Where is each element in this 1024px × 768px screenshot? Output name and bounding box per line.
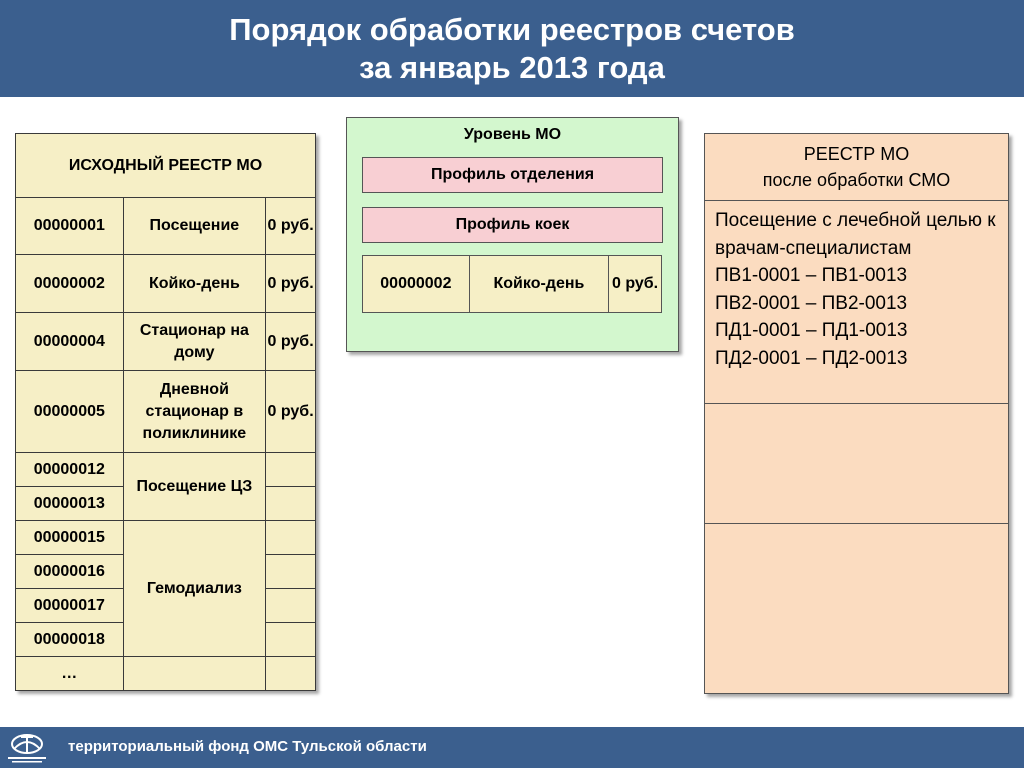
row-service: Стационар на дому [123, 313, 266, 371]
processed-registry-title-line2: после обработки СМО [762, 170, 951, 190]
row-amount [266, 589, 316, 623]
table-row [363, 256, 662, 313]
row-id: 00000001 [16, 198, 124, 255]
row-amount: 0 руб. [266, 198, 316, 255]
processed-registry-empty-cell [705, 524, 1009, 694]
code-range: ПД2-0001 – ПД2-0013 [715, 347, 908, 369]
row-amount: 0 руб. [609, 256, 662, 313]
row-id: 00000004 [16, 313, 124, 371]
processed-registry-title [705, 134, 1009, 201]
mo-level-box [346, 117, 679, 352]
row-amount [266, 487, 316, 521]
mo-level-title: Уровень МО [463, 126, 562, 143]
tfoms-logo-icon [4, 729, 50, 765]
page-footer [0, 727, 1024, 768]
row-id: 00000012 [16, 453, 124, 487]
table-row [16, 371, 316, 453]
row-id: … [16, 657, 124, 691]
footer-text: территориальный фонд ОМС Тульской области [68, 738, 427, 755]
row-amount [266, 555, 316, 589]
page-title-line1: Порядок обработки реестров счетов [229, 11, 795, 47]
processed-registry-content [705, 201, 1009, 404]
row-amount: 0 руб. [266, 255, 316, 313]
row-service: Койко-день [469, 256, 608, 313]
row-id: 00000018 [16, 623, 124, 657]
processed-registry-table [704, 133, 1009, 694]
row-service: Посещение ЦЗ [123, 453, 266, 521]
row-amount: 0 руб. [266, 371, 316, 453]
table-row [16, 198, 316, 255]
code-range: ПВ2-0001 – ПВ2-0013 [715, 292, 908, 314]
row-service: Дневной стационар в поликлинике [123, 371, 266, 453]
row-service: Посещение [123, 198, 266, 255]
row-amount: 0 руб. [266, 313, 316, 371]
row-amount [266, 657, 316, 691]
source-registry-title: ИСХОДНЫЙ РЕЕСТР МО [16, 134, 316, 198]
row-id: 00000016 [16, 555, 124, 589]
mo-level-table [362, 255, 662, 313]
row-id: 00000005 [16, 371, 124, 453]
processed-registry-heading: Посещение с лечебной целью к врачам-специалистам [715, 210, 996, 259]
code-range: ПВ1-0001 – ПВ1-0013 [715, 265, 908, 286]
code-range: ПД1-0001 – ПД1-0013 [715, 320, 908, 341]
row-id: 00000013 [16, 487, 124, 521]
row-service [123, 657, 266, 691]
row-id: 00000002 [363, 256, 470, 313]
table-row [16, 255, 316, 313]
processed-registry-title-line1: РЕЕСТР МО [803, 144, 910, 164]
table-row [16, 313, 316, 371]
processed-registry-empty-cell [705, 404, 1009, 524]
table-row [16, 453, 316, 487]
row-service: Гемодиализ [123, 521, 266, 657]
source-registry-table [15, 133, 316, 691]
row-service: Койко-день [123, 255, 266, 313]
row-amount [266, 521, 316, 555]
table-row [16, 521, 316, 555]
profile-department-box: Профиль отделения [362, 157, 663, 193]
row-amount [266, 453, 316, 487]
row-id: 00000015 [16, 521, 124, 555]
row-id: 00000017 [16, 589, 124, 623]
table-row [16, 657, 316, 691]
row-amount [266, 623, 316, 657]
profile-beds-box: Профиль коек [362, 207, 663, 243]
page-header [0, 0, 1024, 97]
row-id: 00000002 [16, 255, 124, 313]
page-title-line2: за январь 2013 года [359, 49, 665, 85]
